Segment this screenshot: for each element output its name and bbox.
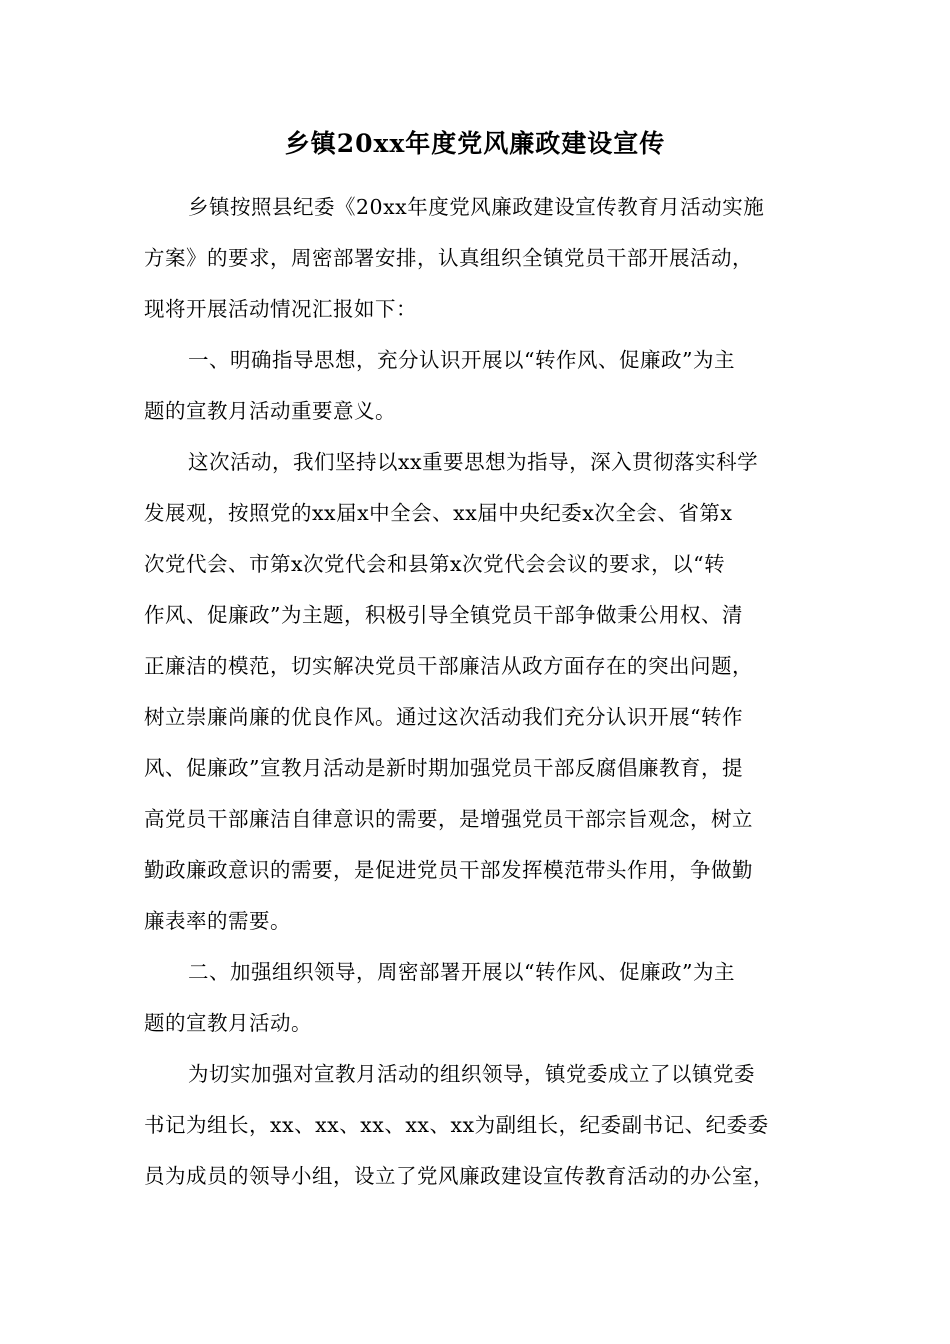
section-heading-line: 题的宣教月活动重要意义。: [144, 399, 396, 423]
document-body: [144, 182, 824, 1202]
paragraph-line: 廉表率的需要。: [144, 909, 291, 933]
paragraph-line: 书记为组长，xx、xx、xx、xx、xx为副组长，纪委副书记、纪委委: [144, 1113, 769, 1137]
paragraph-line: 作风、促廉政”为主题，积极引导全镇党员干部争做秉公用权、清: [144, 603, 743, 627]
section-heading-line: 题的宣教月活动。: [144, 1011, 312, 1035]
section-heading-line: 二、加强组织领导，周密部署开展以“转作风、促廉政”为主: [188, 960, 735, 984]
section-heading-line: 一、明确指导思想，充分认识开展以“转作风、促廉政”为主: [188, 348, 735, 372]
paragraph-line: 次党代会、市第x次党代会和县第x次党代会会议的要求，以“转: [144, 552, 726, 576]
paragraph-line: 方案》的要求，周密部署安排，认真组织全镇党员干部开展活动，: [144, 246, 753, 270]
paragraph-line: 高党员干部廉洁自律意识的需要，是增强党员干部宗旨观念，树立: [144, 807, 753, 831]
paragraph-line: 发展观，按照党的xx届x中全会、xx届中央纪委x次全会、省第x: [144, 501, 733, 525]
paragraph-line: 勤政廉政意识的需要，是促进党员干部发挥模范带头作用，争做勤: [144, 858, 753, 882]
paragraph-line: 乡镇按照县纪委《20xx年度党风廉政建设宣传教育月活动实施: [188, 195, 765, 219]
paragraph-line: 为切实加强对宣教月活动的组织领导，镇党委成立了以镇党委: [188, 1062, 755, 1086]
paragraph-line: 风、促廉政”宣教月活动是新时期加强党员干部反腐倡廉教育，提: [144, 756, 743, 780]
paragraph-line: 现将开展活动情况汇报如下：: [144, 297, 417, 321]
paragraph-line: 树立崇廉尚廉的优良作风。通过这次活动我们充分认识开展“转作: [144, 705, 743, 729]
paragraph-line: 这次活动，我们坚持以xx重要思想为指导，深入贯彻落实科学: [188, 450, 759, 474]
paragraph-line: 正廉洁的模范，切实解决党员干部廉洁从政方面存在的突出问题，: [144, 654, 753, 678]
paragraph-line: 员为成员的领导小组，设立了党风廉政建设宣传教育活动的办公室，: [144, 1164, 774, 1188]
document-title: 乡镇20xx年度党风廉政建设宣传: [284, 129, 666, 158]
